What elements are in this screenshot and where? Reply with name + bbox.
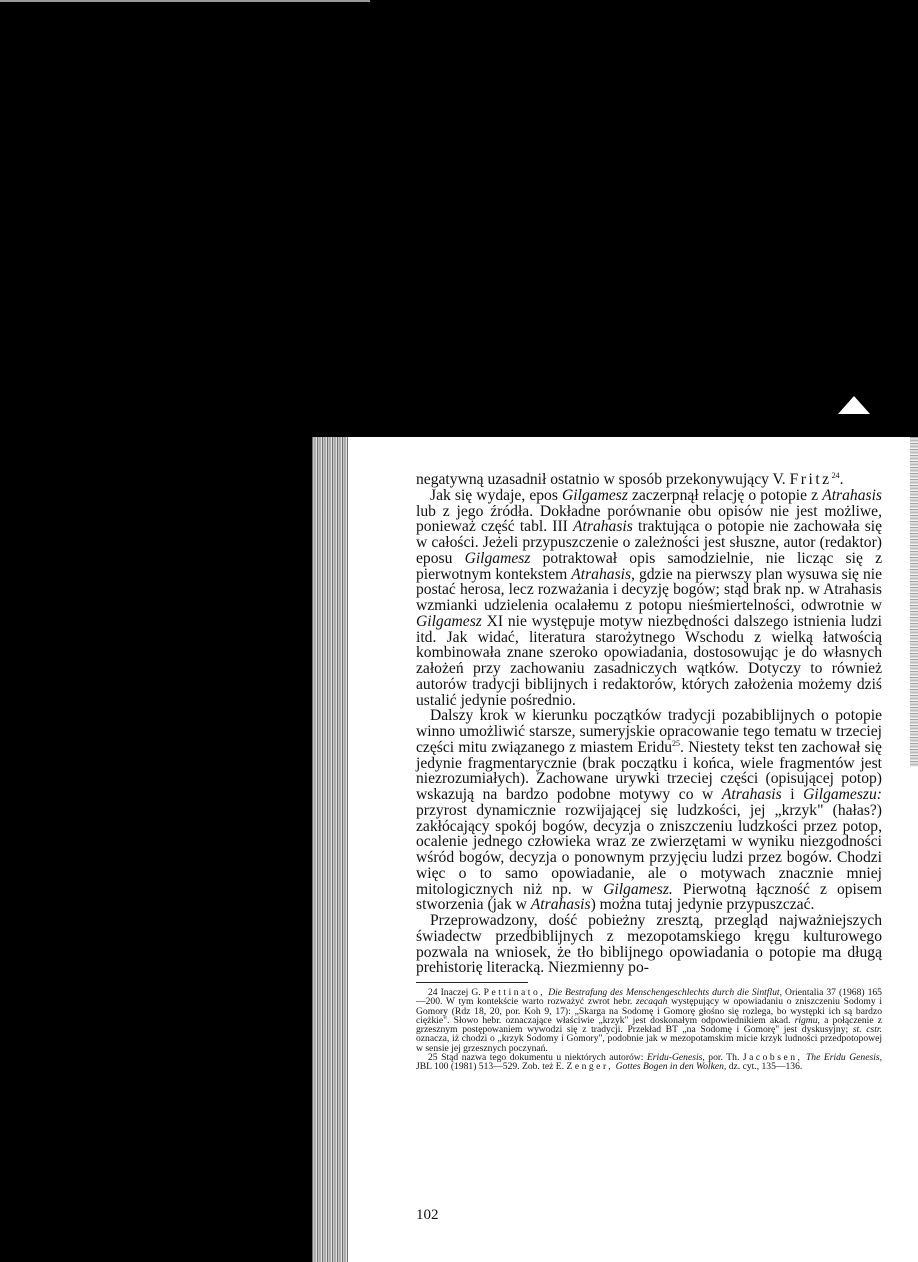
page-gutter — [312, 437, 348, 1262]
book-page — [312, 437, 918, 1262]
footnote-divider — [416, 982, 528, 983]
paragraph-2: Jak się wydaje, epos Gilgamesz zaczerpnął relację o potopie z Atrahasis lub z jego źródła. Dokładne porównanie obu opisów nie jest możliwe, ponieważ część tabl. III Atrahasis traktująca o potopie nie zachowała się w całości. Jeżeli przypuszczenie o zależności jest słuszne, autor (redaktor) eposu Gilgamesz potraktował opis samodzielnie, nie licząc się z pierwotnym kontekstem Atrahasis, gdzie na pierwszy plan wysuwa się nie postać herosa, lecz rozważania i decyzję bogów; stąd brak np. w Atrahasis wzmianki udzielenia ocalałemu z potopu nieśmiertelności, odwrotnie w Gilgamesz XI nie występuje motyw niezbędności dalszego istnienia ludzi itd. Jak widać, literatura starożytnego Wschodu z wielką łatwością kombinowała znane szeroko opowiadania, dostosowując je do własnych założeń przy zachowaniu zasadniczych wątków. Dotyczy to również autorów tradycji biblijnych i redaktorów, których założenia możemy dziś ustalić jedynie pośrednio. — [416, 486, 883, 709]
paragraph-4: Przeprowadzony, dość pobieżny zresztą, przegląd najważniejszych świadectw przedbiblijnych z mezopotamskiego kręgu kulturowego pozwala na wniosek, że tło biblijnego opowiadania o potopie ma długą prehistorię literacką. Niezmienny po- — [416, 912, 882, 977]
paragraph-1: negatywną uzasadnił ostatnio w sposób przekonywujący V. Fritz$^{24}$. — [416, 470, 844, 488]
page-edge — [910, 437, 918, 767]
paragraph-3: Dalszy krok w kierunku początków tradycji pozabiblijnych o potopie winno umożliwić starsze, sumeryjskie opracowanie tego tematu w trzeciej części mitu związanego z miastem Eridu$^{25}$. Niestety tekst ten zachował się jedynie fragmentarycznie (brak początku i końca, wiele fragmentów jest niezrozumiałych). Zachowane urywki trzeciej części (opisującej potop) wskazują na bardzo podobne motywy co w Atrahasis i Gilgameszu: przyrost dynamicznie rozwijającej się ludzkości, jej „krzyk" (hałas?) zakłócający spokój bogów, decyzja o zniszczeniu ludzkości przez potop, ocalenie jednego człowieka wraz ze zwierzętami w wyniku niezgodności wśród bogów, decyzja o ponownym przyjęciu ludzi przez bogów. Chodzi więc o to samo opowiadanie, ale o motywach znacznie mniej mitologicznych niż np. w Gilgamesz. Pierwotną łączność z opisem stworzenia (jak w Atrahasis) można tutaj jedynie przypuszczać. — [416, 707, 882, 914]
scan-edge-line — [0, 0, 370, 2]
page-number: 102 — [416, 1207, 439, 1223]
footnote-25: 25 Stąd nazwa tego dokumentu u niektórych autorów: Eridu-Genesis, por. Th. Jacobsen, The Eridu Genesis, JBL 100 (1981) 513—529. Zob. też E. Zenger, Gottes Bogen in den Wolken, dz. cyt., 135—136. — [416, 1052, 883, 1073]
footnotes — [416, 988, 882, 1072]
body-text — [416, 472, 882, 976]
corner-mark-icon — [838, 396, 870, 414]
text-block — [416, 472, 882, 1072]
footnote-24: 24 Inaczej G. Pettinato, Die Bestrafung des Menschengeschlechts durch die Sintflut, Orientalia 37 (1968) 165—200. W tym kontekście warto rozważyć zwrot hebr. zecaqah występujący w opowiadaniu o zniszczeniu Sodomy i Gomory (Rdz 18, 20, por. Koh 9, 17): „Skarga na Sodomę i Gomorę głośno się rozlega, bo występki ich są bardzo ciężkie". Słowo hebr. oznaczające właściwie „krzyk" jest doskonałym odpowiednikiem akad. rigmu, a połączenie z grzesznym postępowaniem wywodzi się z tradycji. Przekład BT „na Sodomę i Gomorę" jest dyskusyjny; st. cstr. oznacza, iż chodzi o „krzyk Sodomy i Gomory", podobnie jak w mezopotamskim micie krzyk ludności przedpotopowej w sensie jej grzesznych poczynań. — [416, 987, 883, 1054]
